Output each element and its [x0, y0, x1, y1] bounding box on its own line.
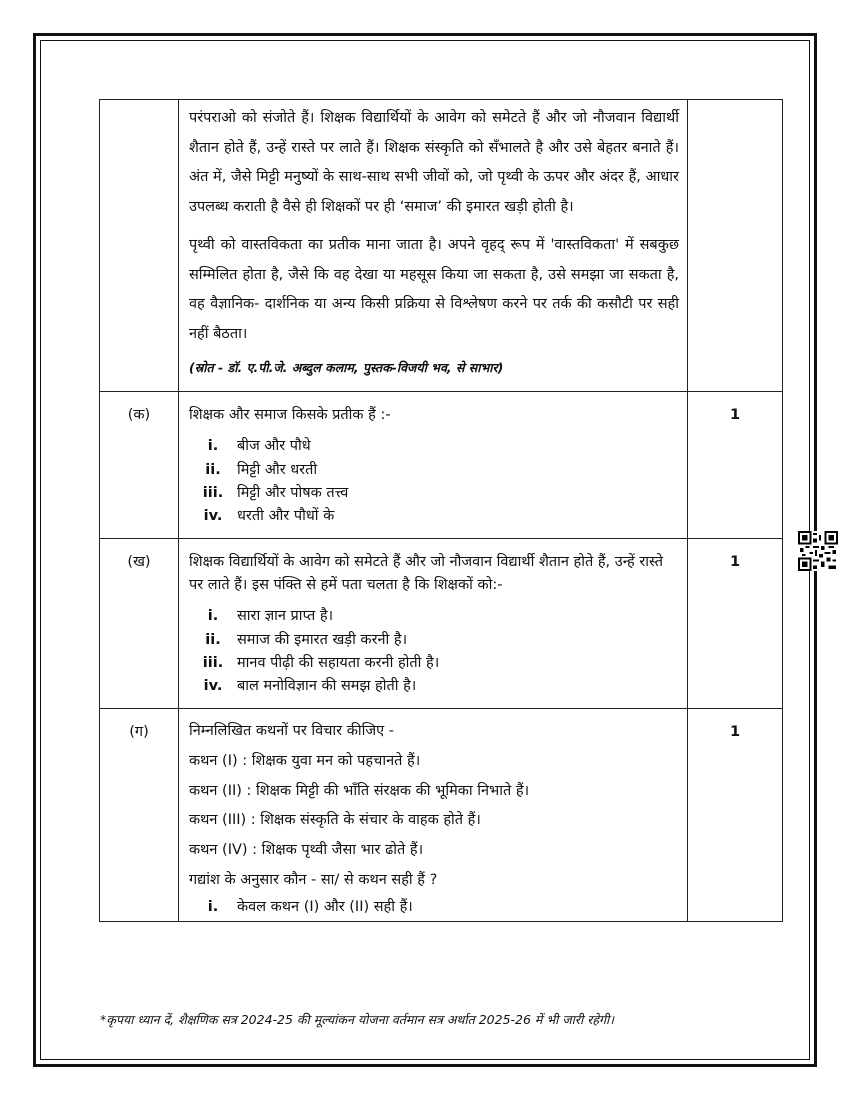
question-cell [179, 539, 688, 709]
option-item [189, 459, 679, 482]
option-text: केवल कथन (I) और (II) सही हैं। [237, 898, 413, 915]
option-item [189, 482, 679, 505]
option-text: मिट्टी और पोषक तत्त्व [237, 484, 349, 501]
option-item [189, 675, 679, 698]
question-table [99, 99, 783, 922]
passage-number-cell [100, 100, 179, 392]
passage-cell [179, 100, 688, 392]
option-number: iv. [203, 678, 223, 694]
option-text: बाल मनोविज्ञान की समझ होती है। [237, 678, 417, 694]
option-number: ii. [205, 631, 221, 648]
statement-line: कथन (I) : शिक्षक युवा मन को पहचानते हैं। [189, 752, 421, 769]
option-number: i. [207, 438, 219, 455]
option-text: मिट्टी और धरती [237, 461, 318, 478]
question-row [100, 392, 783, 539]
option-list [189, 605, 679, 698]
option-text: सारा ज्ञान प्राप्त है। [237, 608, 334, 625]
question-label: (ख) [100, 539, 179, 709]
option-item [189, 605, 679, 628]
passage-paragraph: पृथ्वी को वास्तविकता का प्रतीक माना जाता है। अपने वृहद् रूप में 'वास्तविकता' में सबकुछ सम्मिलित होता है, जैसे कि वह देखा या महसूस किया जा सकता है, उसे समझा जा सकता है, वह वैज्ञानिक- दार्शनिक या अन्य किसी प्रक्रिया से विश्लेषण करने पर तर्क की कसौटी पर सही नहीं बैठता। [189, 236, 679, 343]
option-list [189, 896, 679, 919]
footer-note: *कृपया ध्यान दें, शैक्षणिक सत्र 2024-25 की मूल्यांकन योजना वर्तमान सत्र अर्थात 2025-26 में भी जारी रहेगी। [100, 1012, 614, 1027]
question-label: (क) [100, 392, 179, 539]
option-list [189, 435, 679, 528]
passage-row [100, 100, 783, 392]
passage-marks-cell [688, 100, 783, 392]
option-text: धरती और पौधों के [237, 507, 335, 524]
option-number: iii. [202, 654, 224, 671]
option-item [189, 629, 679, 652]
option-item [189, 505, 679, 528]
question-marks: 1 [688, 392, 783, 539]
option-item [189, 435, 679, 458]
question-row [100, 709, 783, 922]
question-cell [179, 709, 688, 922]
option-number: iv. [203, 507, 223, 524]
statement-line: निम्नलिखित कथनों पर विचार कीजिए - [189, 723, 394, 740]
question-text: शिक्षक और समाज किसके प्रतीक हैं :- [189, 407, 391, 424]
option-text: मानव पीढ़ी की सहायता करनी होती है। [237, 654, 440, 671]
statement-line: कथन (II) : शिक्षक मिट्टी की भाँति संरक्षक की भूमिका निभाते हैं। [189, 782, 530, 799]
option-number: i. [207, 898, 219, 915]
option-item [189, 652, 679, 675]
question-text: शिक्षक विद्यार्थियों के आवेग को समेटते हैं और जो नौजवान विद्यार्थी शैतान होते हैं, उन्हें रास्ते पर लाते हैं। इस पंक्ति से हमें पता चलता है कि शिक्षकों को:- [189, 554, 663, 594]
option-text: बीज और पौधे [237, 438, 311, 455]
statement-line: कथन (III) : शिक्षक संस्कृति के संचार के वाहक होते हैं। [189, 812, 481, 829]
option-text: समाज की इमारत खड़ी करनी है। [237, 631, 408, 648]
option-number: iii. [202, 484, 224, 501]
question-cell [179, 392, 688, 539]
question-row [100, 539, 783, 709]
option-item [189, 896, 679, 919]
statement-line: गद्यांश के अनुसार कौन - सा/ से कथन सही हैं ? [189, 871, 438, 888]
question-marks: 1 [688, 709, 783, 922]
question-label: (ग) [100, 709, 179, 922]
qr-code-icon [798, 531, 838, 571]
option-number: ii. [205, 461, 221, 478]
question-marks: 1 [688, 539, 783, 709]
passage-paragraph: परंपराओ को संजोते हैं। शिक्षक विद्यार्थियों के आवेग को समेटते हैं और जो नौजवान विद्यार्थी शैतान होते हैं, उन्हें रास्ते पर लाते हैं। शिक्षक संस्कृति को सँभालते है और उसे बेहतर बनाते हैं। अंत में, जैसे मिट्टी मनुष्यों के साथ-साथ सभी जीवों को, जो पृथ्वी के ऊपर और अंदर हैं, आधार उपलब्ध कराती है वैसे ही शिक्षकों पर ही ‘समाज’ की इमारत खड़ी होती है। [189, 110, 679, 216]
passage-source: (स्रोत - डॉ. ए.पी.जे. अब्दुल कलाम, पुस्तक-विजयी भव, से साभार) [189, 359, 504, 375]
statement-line: कथन (IV) : शिक्षक पृथ्वी जैसा भार ढोते हैं। [189, 842, 424, 859]
option-number: i. [207, 608, 219, 625]
